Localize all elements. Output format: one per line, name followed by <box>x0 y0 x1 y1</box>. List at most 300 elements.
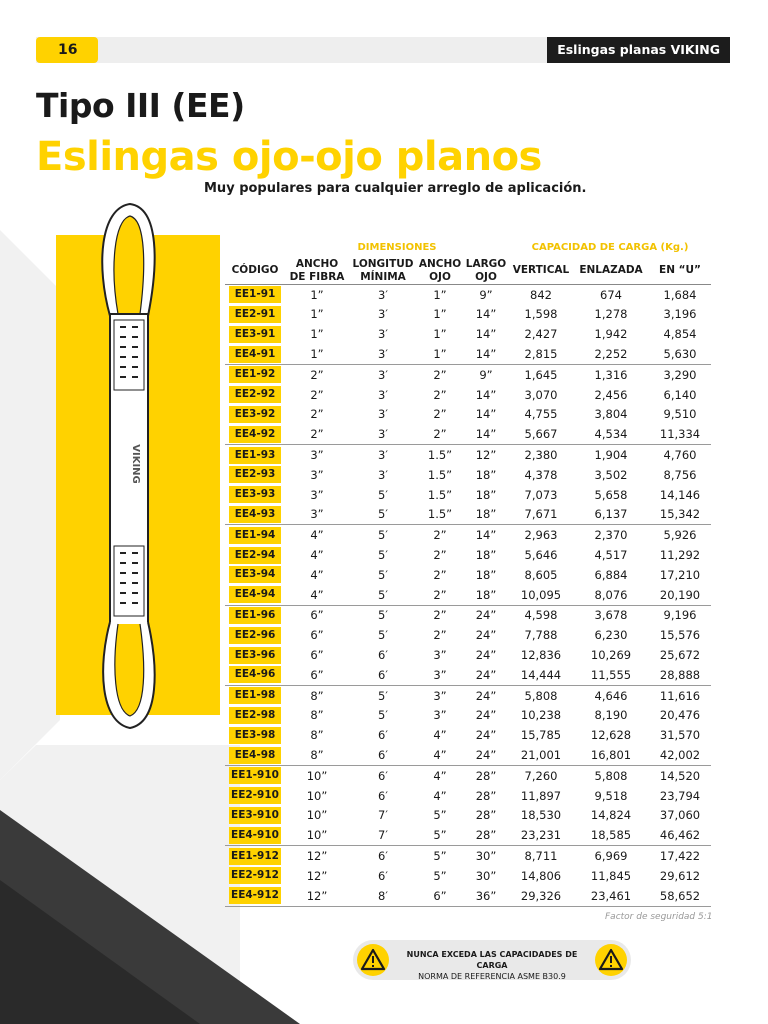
table-cell: 1,645 <box>524 367 558 382</box>
page-title: Tipo III (EE) <box>36 86 245 125</box>
table-cell: 8′ <box>349 886 417 906</box>
table-cell: 6′ <box>349 665 417 685</box>
table-cell: 16,801 <box>573 745 649 765</box>
table-cell: 6,137 <box>573 505 649 525</box>
product-code-cell: EE2-92 <box>225 385 285 405</box>
column-header: VERTICAL <box>509 258 573 285</box>
table-cell: 3′ <box>378 307 388 322</box>
product-code-cell: EE3-91 <box>225 324 285 344</box>
table-cell: 11,292 <box>659 548 701 563</box>
table-cell: 8” <box>310 728 324 743</box>
table-cell: 31,570 <box>659 728 701 743</box>
table-row <box>225 305 711 325</box>
product-code-cell: EE3-94 <box>225 565 285 585</box>
table-cell: 3′ <box>378 448 388 463</box>
table-row <box>225 706 711 726</box>
table-cell: 14,824 <box>590 808 632 823</box>
table-cell: 28,888 <box>649 665 711 685</box>
table-cell: 5,630 <box>649 344 711 364</box>
table-cell: 18” <box>475 548 497 563</box>
table-cell: 1.5” <box>427 467 453 482</box>
table-cell: 4,517 <box>594 548 628 563</box>
column-header: ENLAZADA <box>573 258 649 285</box>
table-cell: 10” <box>306 768 328 783</box>
table-cell: 3,070 <box>524 387 558 402</box>
table-cell: 24” <box>463 745 509 765</box>
table-cell: 14,146 <box>659 487 701 502</box>
table-cell: 8,756 <box>663 467 697 482</box>
table-body <box>225 284 711 906</box>
table-cell: 24” <box>463 665 509 685</box>
table-cell: 11,845 <box>590 868 632 883</box>
table-row <box>225 685 711 705</box>
table-cell: 11,555 <box>573 665 649 685</box>
warning-line2: NORMA DE REFERENCIA ASME B30.9 <box>418 972 566 981</box>
table-cell: 8,711 <box>524 849 558 863</box>
table-cell: 7,073 <box>524 487 558 502</box>
table-cell: 5” <box>417 825 463 845</box>
product-code-cell: EE4-92 <box>225 424 285 444</box>
dimensions-group-header: DIMENSIONES <box>357 242 437 254</box>
product-code-cell: EE1-92 <box>225 364 285 384</box>
table-cell: 5” <box>433 808 447 823</box>
table-cell: 24” <box>475 628 497 643</box>
product-code-cell: EE1-96 <box>225 605 285 625</box>
table-cell: 29,326 <box>509 886 573 906</box>
table-cell: 2” <box>433 528 447 543</box>
table-cell: 5′ <box>378 528 388 543</box>
table-cell: 2,370 <box>594 528 628 543</box>
table-cell: 6′ <box>378 788 388 803</box>
table-cell: 2” <box>310 407 324 422</box>
table-cell: 1” <box>285 344 349 364</box>
warning-text <box>397 949 587 982</box>
table-row <box>225 545 711 565</box>
table-row <box>225 445 711 465</box>
table-cell: 2” <box>433 407 447 422</box>
table-cell: 674 <box>600 287 622 302</box>
table-cell: 14” <box>463 344 509 364</box>
table-cell: 11,334 <box>649 424 711 444</box>
product-code-cell: EE2-96 <box>225 625 285 645</box>
table-cell: 3” <box>285 505 349 525</box>
table-cell: 15,342 <box>649 505 711 525</box>
table-row <box>225 825 711 845</box>
product-code-cell: EE2-93 <box>225 465 285 485</box>
page-subtitle: Muy populares para cualquier arreglo de aplicación. <box>204 181 587 196</box>
table-row <box>225 485 711 505</box>
table-row <box>225 284 711 304</box>
table-cell: 5′ <box>378 708 388 723</box>
table-cell: 5,646 <box>524 548 558 563</box>
table-cell: 3′ <box>349 424 417 444</box>
product-code-cell: EE4-912 <box>225 886 285 906</box>
table-cell: 5′ <box>378 608 388 623</box>
table-cell: 6” <box>310 608 324 623</box>
table-row <box>225 605 711 625</box>
table-row <box>225 324 711 344</box>
table-cell: 14” <box>475 327 497 342</box>
table-cell: 3′ <box>378 287 388 302</box>
table-cell: 1” <box>310 287 324 302</box>
table-row <box>225 665 711 685</box>
table-row <box>225 465 711 485</box>
table-row <box>225 786 711 806</box>
table-cell: 15,576 <box>659 628 701 643</box>
table-cell: 36” <box>463 886 509 906</box>
table-cell: 4” <box>310 567 324 582</box>
table-cell: 2” <box>433 608 447 623</box>
product-code-cell: EE3-910 <box>225 806 285 826</box>
column-header: ANCHO OJO <box>418 257 462 283</box>
table-cell: 10,238 <box>520 708 562 723</box>
table-cell: 8” <box>285 745 349 765</box>
table-cell: 6” <box>310 648 324 663</box>
table-row <box>225 405 711 425</box>
table-cell: 18” <box>475 467 497 482</box>
table-cell: 23,794 <box>659 788 701 803</box>
safety-factor-note: Factor de seguridad 5:1 <box>605 912 713 922</box>
product-code-cell: EE3-98 <box>225 725 285 745</box>
table-cell: 46,462 <box>649 825 711 845</box>
table-cell: 2” <box>433 367 447 382</box>
table-cell: 18,585 <box>573 825 649 845</box>
table-cell: 1,942 <box>594 327 628 342</box>
table-cell: 7,260 <box>524 768 558 783</box>
sling-brand-label: VIKING <box>130 444 141 484</box>
table-cell: 2,815 <box>509 344 573 364</box>
table-cell: 4” <box>433 768 447 783</box>
warning-triangle-icon <box>357 944 389 976</box>
table-cell: 5′ <box>378 487 388 502</box>
table-cell: 23,461 <box>573 886 649 906</box>
table-cell: 37,060 <box>659 808 701 823</box>
table-cell: 6′ <box>378 768 388 783</box>
table-cell: 4,378 <box>524 467 558 482</box>
table-cell: 3′ <box>349 344 417 364</box>
table-cell: 12” <box>475 448 497 463</box>
table-row <box>225 645 711 665</box>
table-cell: 14,520 <box>659 768 701 783</box>
table-cell: 10” <box>306 808 328 823</box>
table-cell: 3′ <box>378 367 388 382</box>
table-cell: 6,969 <box>594 849 628 863</box>
table-cell: 7′ <box>378 808 388 823</box>
table-row <box>225 385 711 405</box>
table-cell: 4” <box>285 585 349 605</box>
table-cell: 12,836 <box>520 648 562 663</box>
table-row <box>225 585 711 605</box>
table-row <box>225 886 711 906</box>
table-row <box>225 424 711 444</box>
table-cell: 2” <box>310 367 324 382</box>
table-cell: 1” <box>433 307 447 322</box>
table-cell: 5′ <box>378 628 388 643</box>
table-cell: 4,760 <box>663 448 697 463</box>
product-code-cell: EE1-912 <box>225 846 285 866</box>
brand-title: Eslingas planas VIKING <box>547 37 730 63</box>
table-cell: 14” <box>475 307 497 322</box>
table-cell: 10” <box>285 825 349 845</box>
table-cell: 1” <box>310 327 324 342</box>
table-cell: 1,684 <box>663 287 697 302</box>
table-cell: 9” <box>479 367 493 382</box>
table-cell: 12” <box>306 868 328 883</box>
table-cell: 11,897 <box>520 788 562 803</box>
product-code-cell: EE2-91 <box>225 305 285 325</box>
table-cell: 3” <box>433 708 447 723</box>
table-cell: 6′ <box>378 648 388 663</box>
table-cell: 12” <box>306 849 328 863</box>
column-header-row <box>225 258 711 285</box>
table-cell: 5,808 <box>524 688 558 703</box>
table-cell: 30” <box>475 849 497 863</box>
product-code-cell: EE4-93 <box>225 505 285 525</box>
specifications-table <box>225 238 711 907</box>
table-cell: 4,646 <box>594 688 628 703</box>
table-cell: 2,380 <box>524 448 558 463</box>
table-cell: 4,854 <box>663 327 697 342</box>
group-header-row <box>225 238 711 258</box>
table-cell: 8,190 <box>594 708 628 723</box>
product-code-cell: EE1-98 <box>225 685 285 705</box>
page-number: 16 <box>36 37 98 63</box>
table-row <box>225 525 711 545</box>
table-cell: 25,672 <box>659 648 701 663</box>
table-cell: 6,230 <box>594 628 628 643</box>
table-cell: 6′ <box>378 868 388 883</box>
table-cell: 7′ <box>349 825 417 845</box>
product-code-cell: EE2-98 <box>225 706 285 726</box>
table-cell: 3” <box>417 665 463 685</box>
table-cell: 6” <box>310 628 324 643</box>
table-cell: 3” <box>310 467 324 482</box>
table-cell: 2” <box>433 628 447 643</box>
table-cell: 23,231 <box>509 825 573 845</box>
table-cell: 5′ <box>378 688 388 703</box>
table-cell: 5,808 <box>594 768 628 783</box>
table-cell: 14” <box>475 528 497 543</box>
table-cell: 9” <box>479 287 493 302</box>
table-cell: 14,444 <box>509 665 573 685</box>
table-cell: 1” <box>433 327 447 342</box>
table-cell: 24” <box>475 708 497 723</box>
table-cell: 7,671 <box>509 505 573 525</box>
table-cell: 18” <box>475 487 497 502</box>
table-cell: 9,196 <box>663 608 697 623</box>
table-cell: 30” <box>475 868 497 883</box>
table-cell: 28” <box>475 808 497 823</box>
column-header: CÓDIGO <box>225 258 285 285</box>
table-cell: 4” <box>433 788 447 803</box>
product-code-cell: EE4-96 <box>225 665 285 685</box>
table-cell: 3′ <box>378 327 388 342</box>
product-code-cell: EE1-910 <box>225 765 285 785</box>
warning-banner <box>353 940 631 980</box>
table-row <box>225 765 711 785</box>
table-cell: 42,002 <box>649 745 711 765</box>
table-cell: 3,804 <box>594 407 628 422</box>
table-cell: 1.5” <box>417 505 463 525</box>
table-cell: 3” <box>433 648 447 663</box>
table-cell: 4,534 <box>573 424 649 444</box>
table-cell: 1,904 <box>594 448 628 463</box>
sling-illustration <box>90 196 170 736</box>
table-cell: 8” <box>310 708 324 723</box>
page-heading: Eslingas ojo-ojo planos <box>36 134 542 180</box>
table-cell: 2” <box>417 424 463 444</box>
table-row <box>225 725 711 745</box>
table-row <box>225 505 711 525</box>
table-cell: 18” <box>463 585 509 605</box>
table-cell: 8,605 <box>524 567 558 582</box>
table-cell: 10” <box>306 788 328 803</box>
table-cell: 17,422 <box>659 849 701 863</box>
table-cell: 6′ <box>378 728 388 743</box>
table-row <box>225 745 711 765</box>
table-cell: 20,476 <box>659 708 701 723</box>
table-cell: 18” <box>475 567 497 582</box>
capacity-group-header: CAPACIDAD DE CARGA (Kg.) <box>531 242 689 254</box>
table-cell: 3,290 <box>663 367 697 382</box>
table-row <box>225 625 711 645</box>
product-code-cell: EE1-91 <box>225 284 285 304</box>
table-row <box>225 565 711 585</box>
table-cell: 1.5” <box>427 487 453 502</box>
table-cell: 17,210 <box>659 567 701 582</box>
table-cell: 5′ <box>378 548 388 563</box>
table-cell: 14,806 <box>520 868 562 883</box>
table-cell: 14” <box>463 424 509 444</box>
table-cell: 12” <box>285 886 349 906</box>
table-cell: 7,788 <box>524 628 558 643</box>
product-code-cell: EE2-910 <box>225 786 285 806</box>
table-cell: 28” <box>463 825 509 845</box>
table-cell: 24” <box>475 648 497 663</box>
product-code-cell: EE4-94 <box>225 585 285 605</box>
table-cell: 6” <box>285 665 349 685</box>
table-cell: 20,190 <box>649 585 711 605</box>
column-header: LONGITUD MÍNIMA <box>349 258 417 285</box>
table-cell: 14” <box>475 387 497 402</box>
table-cell: 2” <box>310 387 324 402</box>
table-cell: 21,001 <box>509 745 573 765</box>
table-cell: 1” <box>433 287 447 302</box>
table-cell: 9,518 <box>594 788 628 803</box>
table-cell: 2,456 <box>594 387 628 402</box>
table-cell: 5′ <box>349 585 417 605</box>
table-cell: 6′ <box>378 849 388 863</box>
table-cell: 2,963 <box>524 528 558 543</box>
table-cell: 3” <box>310 487 324 502</box>
table-row <box>225 344 711 364</box>
table-cell: 6,884 <box>594 567 628 582</box>
table-cell: 1.5” <box>427 448 453 463</box>
table-cell: 24” <box>475 608 497 623</box>
table-cell: 58,652 <box>649 886 711 906</box>
table-cell: 6′ <box>349 745 417 765</box>
table-cell: 11,616 <box>659 688 701 703</box>
table-cell: 3” <box>433 688 447 703</box>
table-cell: 9,510 <box>663 407 697 422</box>
table-cell: 3′ <box>378 387 388 402</box>
warning-triangle-icon <box>595 944 627 976</box>
column-header: LARGO OJO <box>463 258 509 285</box>
table-cell: 5′ <box>378 567 388 582</box>
table-cell: 6” <box>417 886 463 906</box>
product-code-cell: EE3-96 <box>225 645 285 665</box>
table-cell: 2” <box>433 387 447 402</box>
table-cell: 2,252 <box>573 344 649 364</box>
table-cell: 4” <box>310 548 324 563</box>
product-code-cell: EE3-92 <box>225 405 285 425</box>
table-cell: 4,755 <box>524 407 558 422</box>
table-cell: 5,667 <box>509 424 573 444</box>
table-cell: 28” <box>475 788 497 803</box>
table-cell: 3′ <box>378 407 388 422</box>
table-cell: 3′ <box>378 467 388 482</box>
table-row <box>225 846 711 866</box>
table-cell: 5” <box>433 849 447 863</box>
table-cell: 1” <box>310 307 324 322</box>
table-cell: 2,427 <box>524 327 558 342</box>
table-row <box>225 806 711 826</box>
table-cell: 4” <box>310 528 324 543</box>
table-cell: 15,785 <box>520 728 562 743</box>
column-header: EN “U” <box>649 258 711 285</box>
table-cell: 2” <box>417 585 463 605</box>
table-cell: 4,598 <box>524 608 558 623</box>
table-cell: 1,278 <box>594 307 628 322</box>
table-cell: 18,530 <box>520 808 562 823</box>
table-cell: 5′ <box>349 505 417 525</box>
table-cell: 24” <box>475 728 497 743</box>
table-cell: 8” <box>310 688 324 703</box>
product-code-cell: EE4-910 <box>225 825 285 845</box>
table-row <box>225 866 711 886</box>
product-code-cell: EE1-93 <box>225 445 285 465</box>
product-code-cell: EE4-91 <box>225 344 285 364</box>
table-cell: 3,678 <box>594 608 628 623</box>
table-cell: 4” <box>433 728 447 743</box>
table-cell: 1” <box>417 344 463 364</box>
table-cell: 842 <box>530 287 552 302</box>
product-code-cell: EE4-98 <box>225 745 285 765</box>
table-row <box>225 364 711 384</box>
product-code-cell: EE1-94 <box>225 525 285 545</box>
table-cell: 2” <box>433 548 447 563</box>
table-cell: 5,926 <box>663 528 697 543</box>
table-cell: 12,628 <box>590 728 632 743</box>
table-cell: 3,502 <box>594 467 628 482</box>
table-cell: 29,612 <box>659 868 701 883</box>
table-cell: 8,076 <box>573 585 649 605</box>
table-cell: 24” <box>475 688 497 703</box>
table-cell: 3,196 <box>663 307 697 322</box>
warning-line1: NUNCA EXCEDA LAS CAPACIDADES DE CARGA <box>406 950 578 970</box>
product-code-cell: EE2-94 <box>225 545 285 565</box>
product-code-cell: EE3-93 <box>225 485 285 505</box>
table-cell: 14” <box>475 407 497 422</box>
table-cell: 6,140 <box>663 387 697 402</box>
column-header: ANCHO DE FIBRA <box>285 258 349 285</box>
table-cell: 4” <box>417 745 463 765</box>
table-cell: 5” <box>433 868 447 883</box>
table-cell: 1,316 <box>594 367 628 382</box>
table-cell: 3” <box>310 448 324 463</box>
table-cell: 2” <box>285 424 349 444</box>
table-cell: 10,095 <box>509 585 573 605</box>
